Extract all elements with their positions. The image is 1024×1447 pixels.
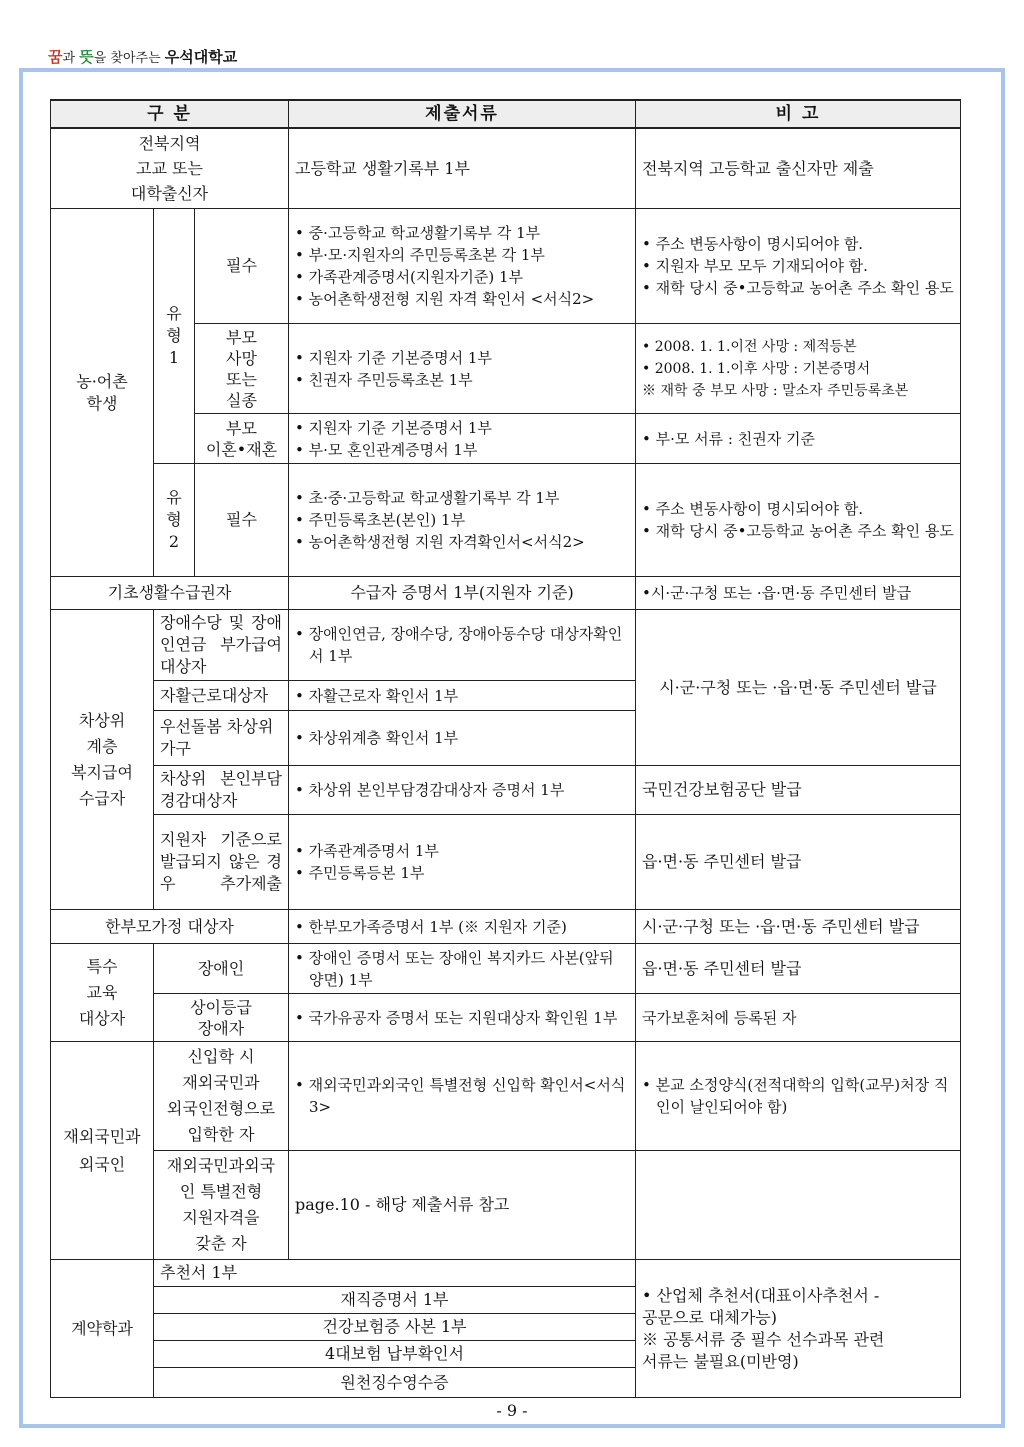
table-row: 부모 사망 또는 실종 • 지원자 기준 기본증명서 1부 • 친권자 주민등록초본 1부 • 2008. 1. 1.이전 사망 : 제적등본 • 2008. 1. 1.이후 사망 : 기본증명서 ※ 재학 중 부모 사망 : 말소자 주민등록초본 — [51, 324, 961, 414]
table-row: 한부모가정 대상자 • 한부모가족증명서 1부 (※ 지원자 기준) 시·군·구청 또는 ·읍·면·동 주민센터 발급 — [51, 910, 961, 944]
farm-type2-label: 유 형 2 — [154, 464, 195, 577]
category-nearpoor: 차상위 계층 복지급여 수급자 — [51, 610, 154, 910]
school-name: 우석대학교 — [164, 48, 238, 66]
table-row: 농·어촌 학생 유 형 1 필수 • 중·고등학교 학교생활기록부 각 1부 • 부·모·지원자의 주민등록초본 각 1부 • 가족관계증명서(지원자기준) 1부 • 농어촌학생전형 지원 자격 확인서 <서식2> • 주소 변동사항이 명시되어야 함. • 지원자 부모 모두 기재되어야 함. • 재학 당시 중•고등학교 농어촌 주소 확인 용도 — [51, 209, 961, 324]
category-overseas: 재외국민과 외국인 — [51, 1042, 154, 1260]
category-special: 특수 교육 대상자 — [51, 944, 154, 1042]
col-category: 구 분 — [51, 100, 289, 128]
table-row: 건강보험증 사본 1부 — [51, 1314, 961, 1341]
table-row: 전북지역 고교 또는 대학출신자 고등학교 생활기록부 1부 전북지역 고등학교 출신자만 제출 — [51, 128, 961, 209]
table-row: 우선돌봄 차상위 가구 • 차상위계층 확인서 1부 — [51, 711, 961, 766]
table-row: 재직증명서 1부 — [51, 1287, 961, 1314]
page-header: 꿈과 뜻을 찾아주는 우석대학교 — [48, 48, 238, 66]
table-row: 상이등급 장애자 • 국가유공자 증명서 또는 지원대상자 확인원 1부 국가보훈처에 등록된 자 — [51, 994, 961, 1042]
table-row: 재외국민과외국 인 특별전형 지원자격을 갖춘 자 page.10 - 해당 제출서류 참고 — [51, 1151, 961, 1260]
table-row: 자활근로대상자 • 자활근로자 확인서 1부 — [51, 681, 961, 711]
table-row: 특수 교육 대상자 장애인 • 장애인 증명서 또는 장애인 복지카드 사본(앞뒤 양면) 1부 읍·면·동 주민센터 발급 — [51, 944, 961, 994]
table-row: 유 형 2 필수 • 초·중·고등학교 학교생활기록부 각 1부 • 주민등록초본(본인) 1부 • 농어촌학생전형 지원 자격확인서<서식2> • 주소 변동사항이 명시되어야 함. • 재학 당시 중•고등학교 농어촌 주소 확인 용도 — [51, 464, 961, 577]
table-row: 4대보험 납부확인서 — [51, 1341, 961, 1368]
page-number: - 9 - — [496, 1401, 528, 1420]
table-row: 재외국민과 외국인 신입학 시 재외국민과 외국인전형으로 입학한 자 • 재외국민과외국인 특별전형 신입학 확인서<서식3> • 본교 소정양식(전적대학의 입학(교무)처장 직인이 날인되어야 함) — [51, 1042, 961, 1151]
table-row: 기초생활수급권자 수급자 증명서 1부(지원자 기준) •시·군·구청 또는 ·읍·면·동 주민센터 발급 — [51, 577, 961, 610]
category-contract: 계약학과 — [51, 1260, 154, 1398]
farm-type1-label: 유 형 1 — [154, 209, 195, 464]
table-row: 원천징수영수증 — [51, 1368, 961, 1398]
category-farm: 농·어촌 학생 — [51, 209, 154, 577]
table-row: 차상위 계층 복지급여 수급자 장애수당 및 장애인연금 부가급여 대상자 • 장애인연금, 장애수당, 장애아동수당 대상자확인서 1부 시·군·구청 또는 ·읍·면·동 주민센터 발급 — [51, 610, 961, 681]
documents-table — [50, 99, 961, 1398]
table-row: 계약학과 추천서 1부 • 산업체 추천서(대표이사추천서 - 공문으로 대체가능) ※ 공통서류 중 필수 선수과목 관련 서류는 불필요(미반영) — [51, 1260, 961, 1287]
table-row: 차상위 본인부담 경감대상자 • 차상위 본인부담경감대상자 증명서 1부 국민건강보험공단 발급 — [51, 766, 961, 815]
table-header — [51, 100, 961, 128]
category-jeonbuk: 전북지역 고교 또는 대학출신자 — [51, 128, 289, 209]
col-notes: 비 고 — [636, 100, 961, 128]
col-documents: 제출서류 — [289, 100, 636, 128]
table-row: 부모 이혼•재혼 • 지원자 기준 기본증명서 1부 • 부·모 혼인관계증명서 1부 • 부·모 서류 : 친권자 기준 — [51, 414, 961, 464]
table-row: 지원자 기준으로 발급되지 않은 경우 추가제출 • 가족관계증명서 1부 • 주민등록등본 1부 읍·면·동 주민센터 발급 — [51, 815, 961, 910]
